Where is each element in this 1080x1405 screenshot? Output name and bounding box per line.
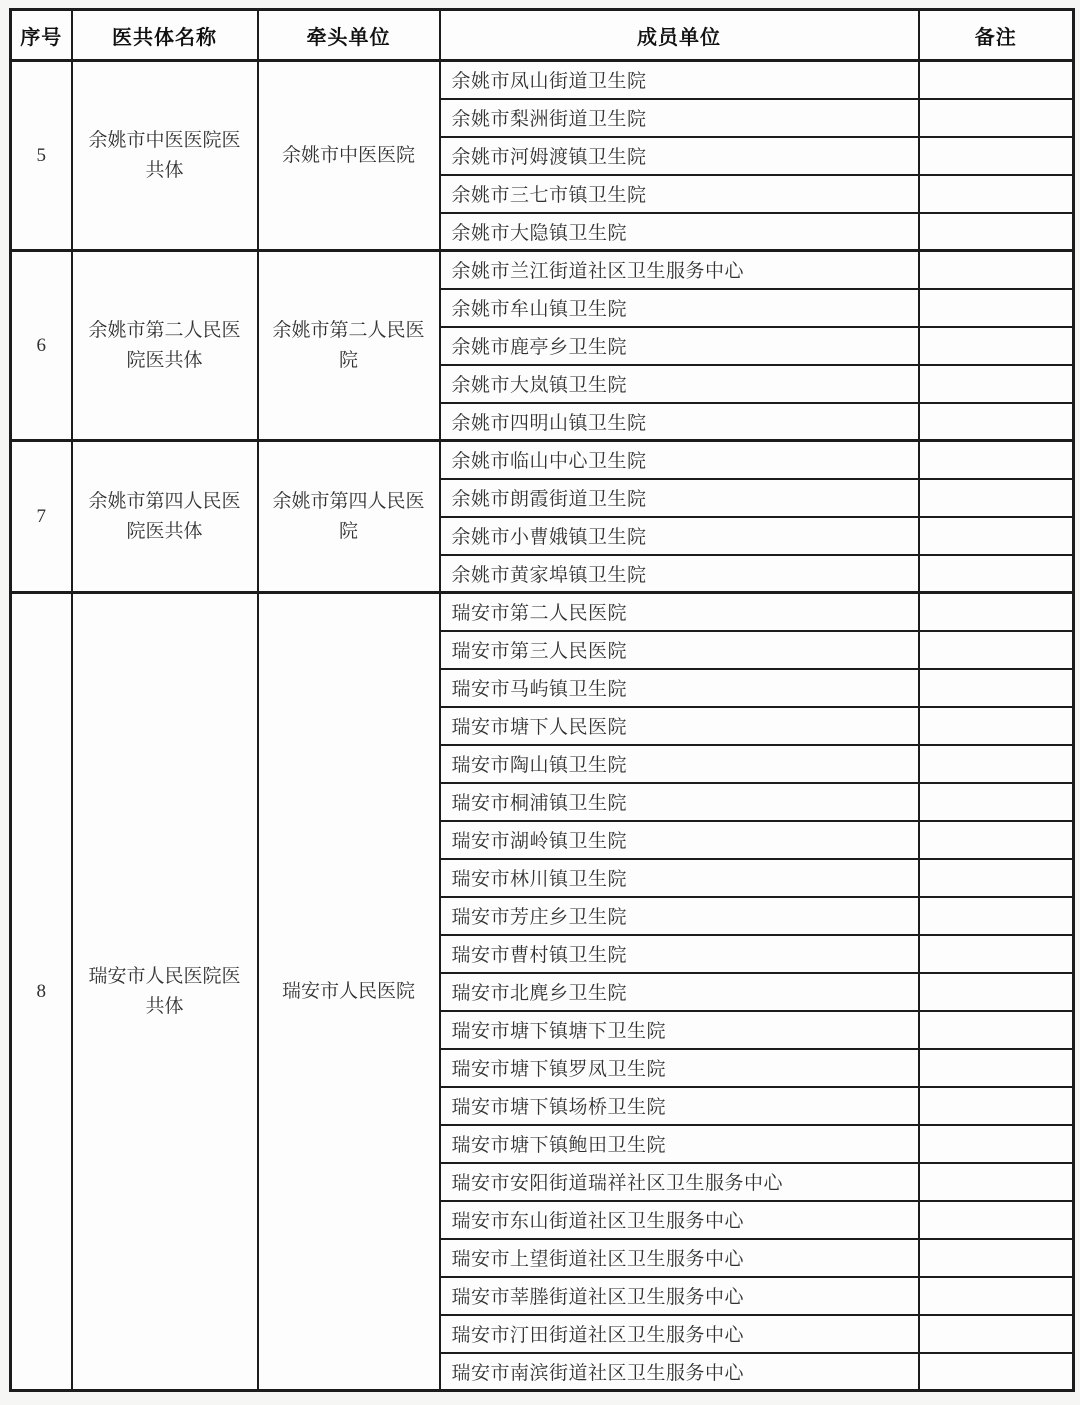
table-header (11, 10, 1074, 61)
remark-cell (919, 555, 1074, 593)
member-unit-cell: 瑞安市安阳街道瑞祥社区卫生服务中心 (440, 1163, 919, 1201)
member-row (11, 441, 1074, 479)
remark-cell (919, 327, 1074, 365)
remark-cell (919, 441, 1074, 479)
serial-cell: 7 (11, 441, 72, 593)
remark-cell (919, 175, 1074, 213)
remark-cell (919, 99, 1074, 137)
remark-cell (919, 1353, 1074, 1391)
table-body (11, 61, 1074, 1391)
member-unit-cell: 瑞安市塘下镇罗凤卫生院 (440, 1049, 919, 1087)
member-unit-cell: 瑞安市第三人民医院 (440, 631, 919, 669)
member-unit-cell: 瑞安市湖岭镇卫生院 (440, 821, 919, 859)
member-unit-cell: 余姚市临山中心卫生院 (440, 441, 919, 479)
remark-cell (919, 707, 1074, 745)
header-community-name: 医共体名称 (72, 10, 258, 61)
remark-cell (919, 289, 1074, 327)
member-unit-cell: 瑞安市塘下镇塘下卫生院 (440, 1011, 919, 1049)
remark-cell (919, 631, 1074, 669)
remark-cell (919, 783, 1074, 821)
member-unit-cell: 余姚市朗霞街道卫生院 (440, 479, 919, 517)
community-name-cell: 余姚市中医医院医共体 (72, 61, 258, 251)
member-row (11, 593, 1074, 631)
member-unit-cell: 余姚市黄家埠镇卫生院 (440, 555, 919, 593)
header-member-unit: 成员单位 (440, 10, 919, 61)
lead-unit-cell: 瑞安市人民医院 (258, 593, 440, 1391)
remark-cell (919, 859, 1074, 897)
member-unit-cell: 瑞安市林川镇卫生院 (440, 859, 919, 897)
member-unit-cell: 余姚市鹿亭乡卫生院 (440, 327, 919, 365)
member-unit-cell: 瑞安市芳庄乡卫生院 (440, 897, 919, 935)
lead-unit-cell: 余姚市第二人民医院 (258, 251, 440, 441)
serial-cell: 8 (11, 593, 72, 1391)
remark-cell (919, 479, 1074, 517)
community-name-cell: 瑞安市人民医院医共体 (72, 593, 258, 1391)
member-unit-cell: 瑞安市桐浦镇卫生院 (440, 783, 919, 821)
remark-cell (919, 897, 1074, 935)
community-name-cell: 余姚市第四人民医院医共体 (72, 441, 258, 593)
member-unit-cell: 瑞安市北麂乡卫生院 (440, 973, 919, 1011)
member-unit-cell: 瑞安市莘塍街道社区卫生服务中心 (440, 1277, 919, 1315)
member-unit-cell: 瑞安市东山街道社区卫生服务中心 (440, 1201, 919, 1239)
remark-cell (919, 1277, 1074, 1315)
member-unit-cell: 瑞安市塘下镇鲍田卫生院 (440, 1125, 919, 1163)
remark-cell (919, 403, 1074, 441)
remark-cell (919, 1011, 1074, 1049)
member-unit-cell: 瑞安市曹村镇卫生院 (440, 935, 919, 973)
member-unit-cell: 瑞安市第二人民医院 (440, 593, 919, 631)
community-name-cell: 余姚市第二人民医院医共体 (72, 251, 258, 441)
member-row (11, 61, 1074, 99)
remark-cell (919, 935, 1074, 973)
serial-cell: 6 (11, 251, 72, 441)
header-serial: 序号 (11, 10, 72, 61)
member-unit-cell: 瑞安市塘下镇场桥卫生院 (440, 1087, 919, 1125)
remark-cell (919, 745, 1074, 783)
member-unit-cell: 余姚市大岚镇卫生院 (440, 365, 919, 403)
remark-cell (919, 669, 1074, 707)
member-unit-cell: 瑞安市汀田街道社区卫生服务中心 (440, 1315, 919, 1353)
remark-cell (919, 1315, 1074, 1353)
member-row (11, 251, 1074, 289)
remark-cell (919, 821, 1074, 859)
member-unit-cell: 余姚市梨洲街道卫生院 (440, 99, 919, 137)
remark-cell (919, 1201, 1074, 1239)
member-unit-cell: 瑞安市马屿镇卫生院 (440, 669, 919, 707)
remark-cell (919, 517, 1074, 555)
remark-cell (919, 1049, 1074, 1087)
member-unit-cell: 瑞安市南滨街道社区卫生服务中心 (440, 1353, 919, 1391)
member-unit-cell: 瑞安市塘下人民医院 (440, 707, 919, 745)
remark-cell (919, 1087, 1074, 1125)
member-unit-cell: 余姚市兰江街道社区卫生服务中心 (440, 251, 919, 289)
member-unit-cell: 余姚市牟山镇卫生院 (440, 289, 919, 327)
remark-cell (919, 137, 1074, 175)
medical-community-table (9, 8, 1075, 1392)
member-unit-cell: 余姚市小曹娥镇卫生院 (440, 517, 919, 555)
lead-unit-cell: 余姚市中医医院 (258, 61, 440, 251)
remark-cell (919, 213, 1074, 251)
member-unit-cell: 余姚市大隐镇卫生院 (440, 213, 919, 251)
remark-cell (919, 251, 1074, 289)
header-lead-unit: 牵头单位 (258, 10, 440, 61)
header-remark: 备注 (919, 10, 1074, 61)
member-unit-cell: 余姚市四明山镇卫生院 (440, 403, 919, 441)
remark-cell (919, 973, 1074, 1011)
remark-cell (919, 1163, 1074, 1201)
remark-cell (919, 365, 1074, 403)
serial-cell: 5 (11, 61, 72, 251)
member-unit-cell: 余姚市凤山街道卫生院 (440, 61, 919, 99)
member-unit-cell: 瑞安市上望街道社区卫生服务中心 (440, 1239, 919, 1277)
remark-cell (919, 1125, 1074, 1163)
member-unit-cell: 瑞安市陶山镇卫生院 (440, 745, 919, 783)
member-unit-cell: 余姚市三七市镇卫生院 (440, 175, 919, 213)
table-header-row (11, 10, 1074, 61)
lead-unit-cell: 余姚市第四人民医院 (258, 441, 440, 593)
remark-cell (919, 593, 1074, 631)
member-unit-cell: 余姚市河姆渡镇卫生院 (440, 137, 919, 175)
remark-cell (919, 61, 1074, 99)
remark-cell (919, 1239, 1074, 1277)
